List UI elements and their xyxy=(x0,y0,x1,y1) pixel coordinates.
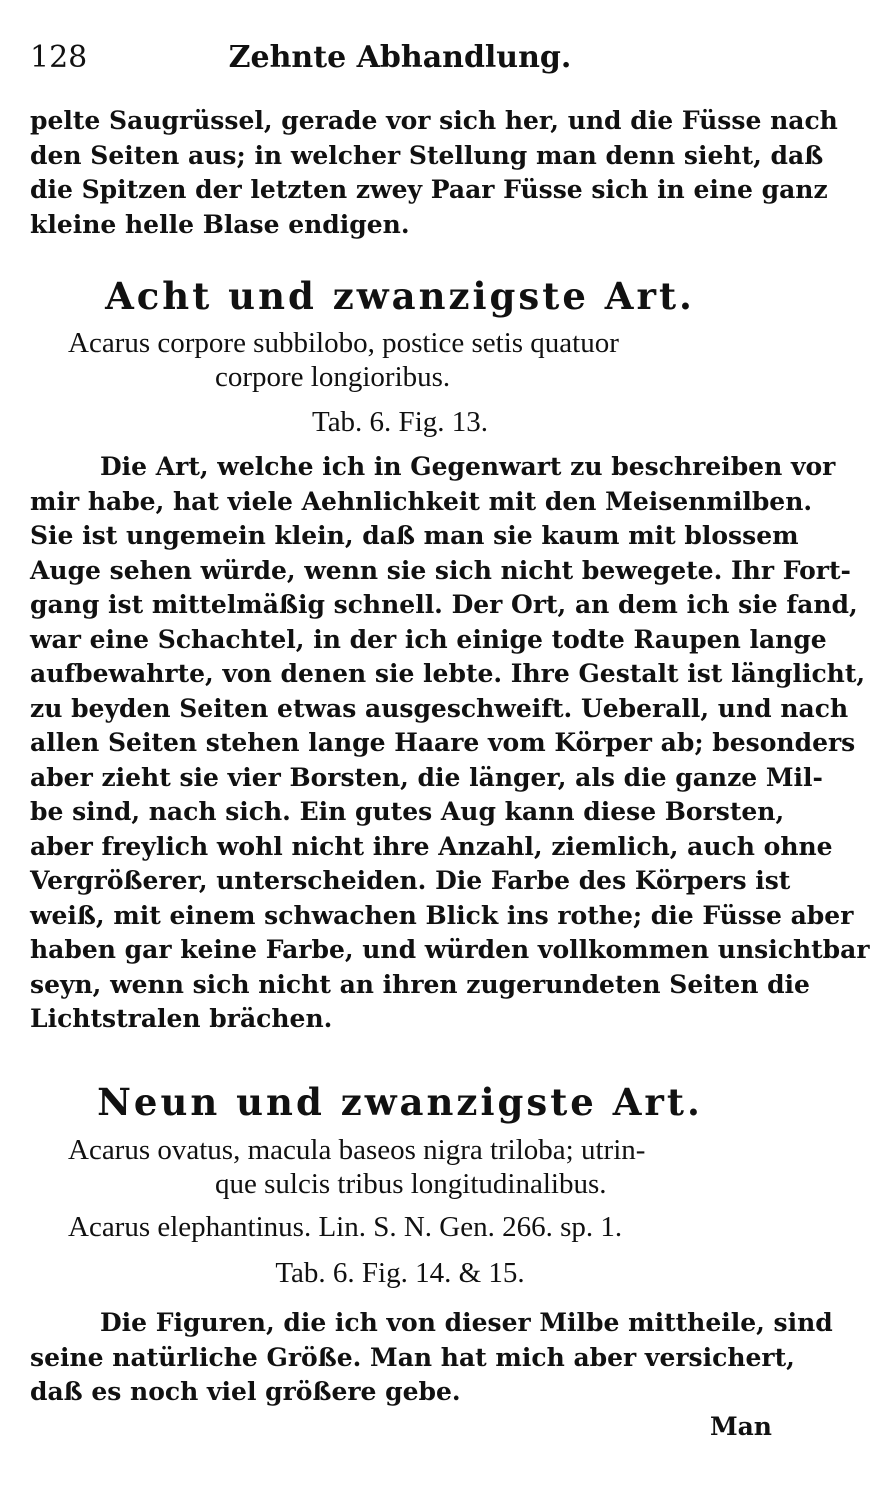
text-line: Lichtstralen brächen. xyxy=(30,1004,333,1033)
paragraph-continuation xyxy=(30,104,838,242)
text-line: Auge sehen würde, wenn sie sich nicht bewegete. Ihr Fort- xyxy=(30,555,851,585)
text-line: gang ist mittelmäßig schnell. Der Ort, an dem ich sie fand, xyxy=(30,590,858,619)
linnaeus-reference: Acarus elephantinus. Lin. S. N. Gen. 266. sp. 1. xyxy=(68,1211,623,1243)
text-line: be sind, nach sich. Ein gutes Aug kann diese Borsten, xyxy=(30,797,785,826)
text-line: daß es noch viel größere gebe. xyxy=(30,1377,461,1406)
text-line: den Seiten aus; in welcher Stellung man denn sieht, daß xyxy=(30,140,824,170)
text-line: haben gar keine Farbe, und würden vollkommen unsichtbar xyxy=(30,935,870,964)
text-line: aber freylich wohl nicht ihre Anzahl, ziemlich, auch ohne xyxy=(30,831,833,861)
latin-diagnosis-line-1: Acarus corpore subbilobo, postice setis quatuor xyxy=(68,327,619,359)
text-line: Sie ist ungemein klein, daß man sie kaum mit blossem xyxy=(30,521,799,550)
text-line: Die Figuren, die ich von dieser Milbe mittheile, sind xyxy=(100,1308,833,1337)
text-line: Die Art, welche ich in Gegenwart zu beschreiben vor xyxy=(100,452,836,481)
section-heading-29: Neun und zwanzigste Art. xyxy=(97,1080,703,1124)
latin-diagnosis-line-2: corpore longioribus. xyxy=(215,361,451,393)
text-line: seyn, wenn sich nicht an ihren zugerundeten Seiten die xyxy=(30,969,810,999)
section-28-body xyxy=(30,450,870,1037)
text-line: weiß, mit einem schwachen Blick ins rothe; die Füsse aber xyxy=(30,900,854,930)
text-line: allen Seiten stehen lange Haare vom Körper ab; besonders xyxy=(30,728,856,757)
figure-reference: Tab. 6. Fig. 14. & 15. xyxy=(275,1257,525,1289)
text-line: Vergrößerer, unterscheiden. Die Farbe des Körpers ist xyxy=(30,866,791,895)
section-heading-28: Acht und zwanzigste Art. xyxy=(105,274,695,318)
text-line: pelte Saugrüssel, gerade vor sich her, und die Füsse nach xyxy=(30,106,838,135)
text-line: seine natürliche Größe. Man hat mich aber versichert, xyxy=(30,1342,795,1372)
page-header xyxy=(30,40,770,84)
text-line: die Spitzen der letzten zwey Paar Füsse sich in eine ganz xyxy=(30,175,828,204)
catchword: Man xyxy=(709,1412,772,1441)
running-head: Zehnte Abhandlung. xyxy=(228,40,572,75)
page-number: 128 xyxy=(30,40,88,75)
text-line: aber zieht sie vier Borsten, die länger, als die ganze Mil- xyxy=(30,762,823,792)
text-line: war eine Schachtel, in der ich einige todte Raupen lange xyxy=(30,624,827,654)
text-line: mir habe, hat viele Aehnlichkeit mit den Meisenmilben. xyxy=(30,486,813,516)
section-29-body xyxy=(30,1306,833,1410)
latin-diagnosis-line-2: que sulcis tribus longitudinalibus. xyxy=(215,1168,607,1200)
text-line: kleine helle Blase endigen. xyxy=(30,209,410,239)
text-line: aufbewahrte, von denen sie lebte. Ihre Gestalt ist länglicht, xyxy=(30,659,866,688)
latin-diagnosis-line-1: Acarus ovatus, macula baseos nigra triloba; utrin- xyxy=(68,1134,646,1166)
text-line: zu beyden Seiten etwas ausgeschweift. Ueberall, und nach xyxy=(30,693,849,723)
figure-reference: Tab. 6. Fig. 13. xyxy=(312,406,488,438)
